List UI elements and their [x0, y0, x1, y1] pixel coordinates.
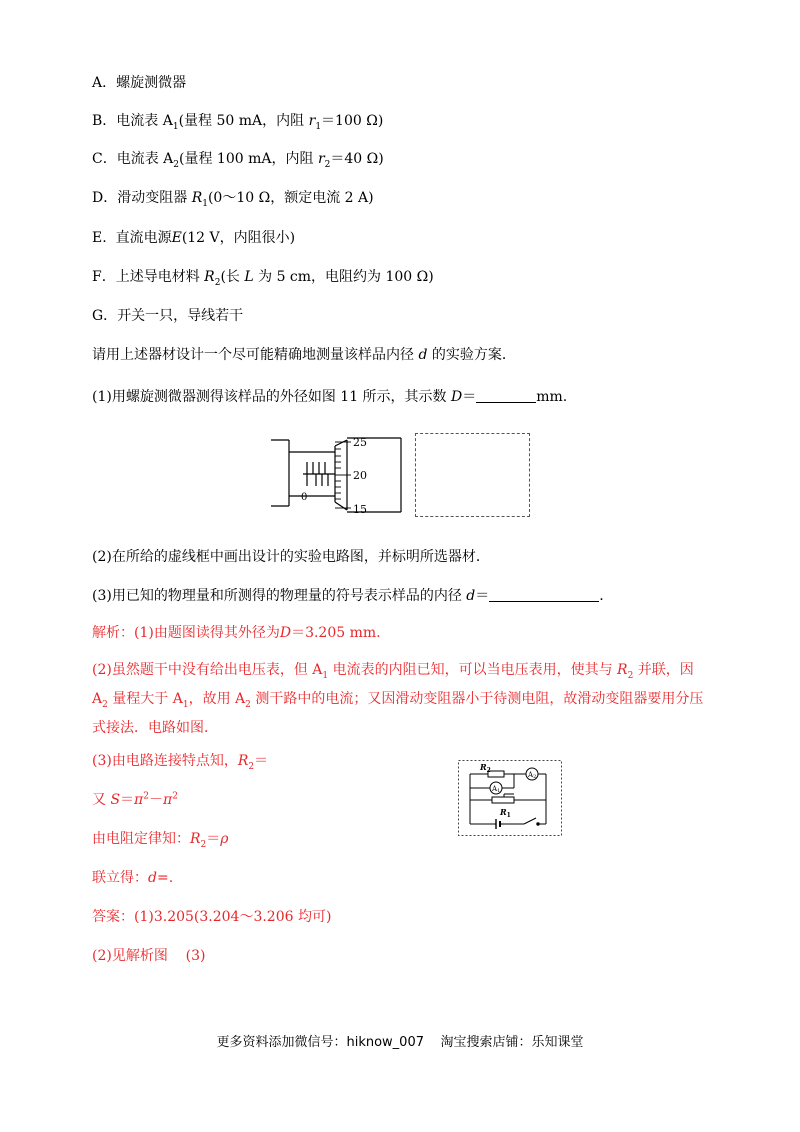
sleeve-zero-label: 0: [301, 492, 308, 503]
solution-combined: 联立得：d=.: [92, 870, 174, 886]
thimble-tick-15: 15: [353, 503, 367, 516]
option-f: F．上述导电材料 $R_2$(长 L 为 5 cm，电阻约为 100 Ω): [92, 269, 434, 288]
circuit-label-r1: $R_1$: [500, 807, 511, 819]
circuit-label-a1: A1: [492, 785, 501, 794]
circuit-label-r2: $R_2$: [480, 762, 491, 774]
answer-part-1: 答案：(1)3.205(3.204～3.206 均可): [92, 909, 332, 925]
answer-blank-1: [476, 388, 536, 403]
option-g: G．开关一只，导线若干: [92, 308, 244, 324]
option-d: D．滑动变阻器 $R_1(0\sim 10$ Ω，额定电流 2 A): [92, 190, 374, 209]
option-c: C．电流表 $A_2$(量程 100 mA，内阻 $r_2=40$ Ω): [92, 151, 384, 170]
micrometer-figure: [265, 432, 405, 518]
option-e: E. 直流电源E(12 V，内阻很小): [92, 230, 296, 246]
thimble-tick-25: 25: [353, 436, 367, 449]
solution-part-1: 解析：(1)由题图读得其外径为D＝3.205 mm.: [92, 625, 381, 641]
circuit-label-a2: A2: [528, 771, 537, 780]
solution-part-2: (2)虽然题干中没有给出电压表，但 $A_1$ 电流表的内阻已知，可以当电压表用，使其与 $R_2$ 并联，因 $A_2$ 量程大于 $A_1$，故用 $A_2$ 测干路中的电流；又因滑动变阻器小于待测电阻，故滑动变阻器要用分压式接法．电路如图．: [92, 662, 704, 736]
solution-part-3: (3)由电路连接特点知，$R_2=$: [92, 753, 269, 772]
solution-circuit-diagram: [458, 760, 562, 836]
solution-area-formula: 又 $S=\pi^2-\pi^2$: [92, 791, 178, 808]
question-1: (1)用螺旋测微器测得该样品的外径如图 11 所示，其示数 D＝ mm.: [92, 389, 568, 405]
option-a: A．螺旋测微器: [92, 75, 187, 91]
thimble-tick-20: 20: [353, 469, 367, 482]
solution-resistance-law: 由电阻定律知：$R_2=\rho$: [92, 831, 229, 850]
page-footer: 更多资料添加微信号：hiknow_007 淘宝搜索店铺：乐知课堂: [216, 1035, 584, 1050]
circuit-drawing-box: [415, 433, 530, 517]
option-b: B．电流表 $A_1$(量程 50 mA，内阻 $r_1=100$ Ω): [92, 113, 384, 132]
question-3: (3)用已知的物理量和所测得的物理量的符号表示样品的内径 d＝ .: [92, 588, 604, 604]
question-prompt: 请用上述器材设计一个尽可能精确地测量该样品内径 d 的实验方案．: [92, 347, 516, 363]
answer-blank-3: [489, 587, 599, 602]
question-2: (2)在所给的虚线框中画出设计的实验电路图，并标明所选器材．: [92, 549, 490, 565]
answer-part-2: (2)见解析图 (3): [92, 948, 206, 964]
